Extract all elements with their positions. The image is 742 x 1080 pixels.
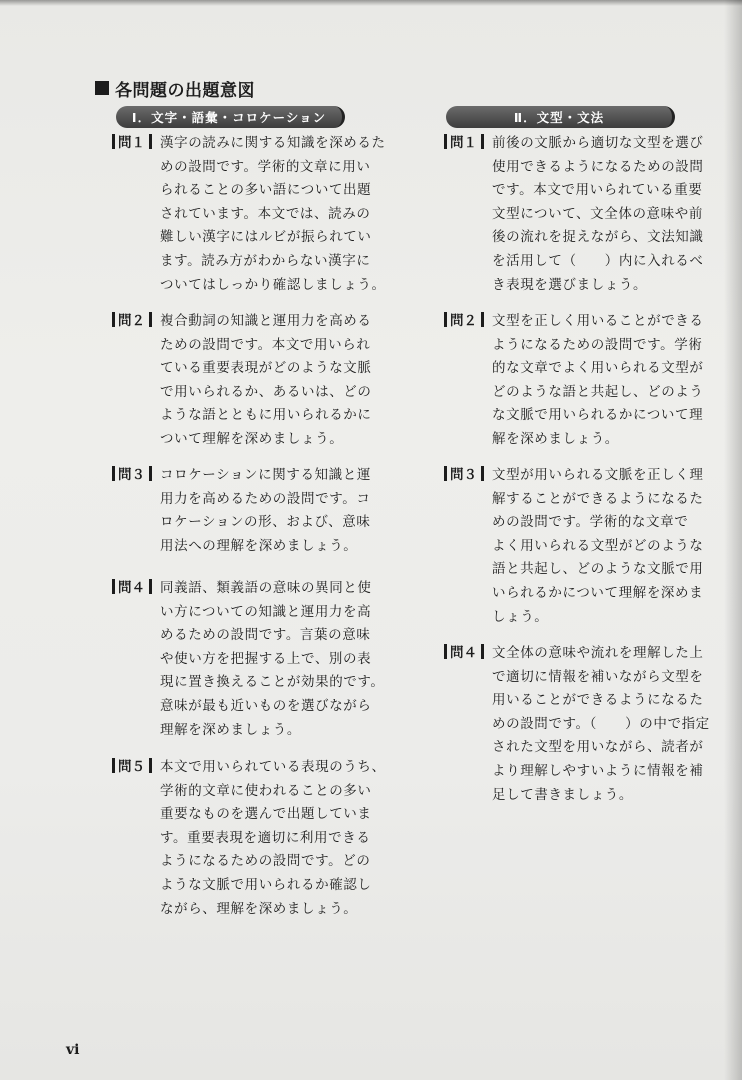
question-description [160, 577, 396, 742]
description-line: す。重要表現を適切に利用できる [160, 829, 371, 846]
description-line: で適切に情報を補いながら文型を [492, 668, 704, 685]
question-label [112, 310, 152, 334]
description-line: 文全体の意味や流れを理解した上 [492, 645, 704, 661]
description-line: されています。本文では、読みの [160, 205, 371, 222]
description-line: い方についての知識と運用力を高 [160, 603, 372, 620]
description-line: 語と共起し、どのような文脈で用 [492, 561, 704, 578]
description-line: や使い方を把握する上で、別の表 [160, 650, 372, 667]
description-line: 用力を高めるための設問です。コ [160, 490, 371, 507]
description-line: された文型を用いながら、読者が [492, 739, 704, 756]
description-line: めるための設問です。言葉の意味 [160, 627, 371, 644]
description-line: 本文で用いられている表現のうち、 [160, 759, 386, 775]
description-line: めの設問です。学術的文章に用い [160, 158, 371, 175]
description-line: より理解しやすいように情報を補 [492, 762, 704, 779]
question-label-text: 問３ [450, 467, 477, 483]
label-bar-mark [112, 312, 115, 327]
label-bar-mark [149, 758, 152, 773]
question-label-text: 問５ [118, 759, 145, 775]
description-line: 重要なものを選んで出題していま [160, 806, 372, 823]
section-heading [95, 76, 255, 100]
description-line: ます。読み方がわからない漢字に [160, 252, 371, 269]
description-line: 難しい漢字にはルビが振られてい [160, 229, 372, 246]
description-line: で用いられるか、あるいは、どの [160, 383, 372, 400]
description-line: どのような語と共起し、どのよう [492, 383, 704, 400]
description-line: ている重要表現がどのような文脈 [160, 360, 372, 377]
label-bar-mark [444, 134, 447, 149]
description-line: 意味が最も近いものを選びながら [160, 697, 372, 714]
question-label-text: 問４ [450, 645, 477, 661]
question-description [492, 642, 728, 807]
question-label [444, 642, 484, 666]
description-line: ようになるための設問です。学術 [492, 336, 703, 353]
description-line: られることの多い語について出題 [160, 182, 372, 199]
section-heading-text: 各問題の出題意図 [115, 80, 255, 101]
question-label-text: 問３ [118, 467, 145, 483]
question-label [112, 464, 152, 488]
question-label [112, 577, 152, 601]
question-label [444, 310, 484, 334]
question-label [444, 132, 484, 156]
label-bar-mark [149, 134, 152, 149]
description-line: 解を深めましょう。 [492, 430, 619, 447]
label-bar-mark [444, 312, 447, 327]
label-bar-mark [112, 466, 115, 481]
page-number: vi [66, 1042, 80, 1058]
description-line: コロケーションに関する知識と運 [160, 467, 371, 483]
question-label-text: 問１ [118, 135, 145, 151]
description-line: 文型について、文全体の意味や前 [492, 205, 703, 222]
description-line: 前後の文脈から適切な文型を選び [492, 135, 704, 151]
label-bar-mark [481, 466, 484, 481]
question-description [160, 464, 396, 558]
question-label-text: 問２ [450, 313, 477, 329]
description-line: ついて理解を深めましょう。 [160, 430, 344, 447]
question-label [112, 756, 152, 780]
question-label [112, 132, 152, 156]
description-line: いられるかについて理解を深めま [492, 584, 704, 601]
label-bar-mark [444, 466, 447, 481]
description-line: 漢字の読みに関する知識を深めるた [160, 135, 386, 151]
label-bar-mark [149, 466, 152, 481]
description-line: 文型を正しく用いることができる [492, 313, 704, 329]
question-label-text: 問１ [450, 135, 477, 151]
description-line: ながら、理解を深めましょう。 [160, 900, 358, 917]
description-line: めの設問です。（ ）の中で指定 [492, 715, 710, 732]
description-line: ような文脈で用いられるか確認し [160, 876, 372, 893]
description-line: ロケーションの形、および、意味 [160, 514, 371, 531]
description-line: 同義語、類義語の意味の異同と使 [160, 580, 372, 596]
question-label-text: 問２ [118, 313, 145, 329]
description-line: 複合動詞の知識と運用力を高める [160, 313, 372, 329]
description-line: 足して書きましょう。 [492, 786, 633, 803]
description-line: です。本文で用いられている重要 [492, 182, 703, 199]
question-label-text: 問４ [118, 580, 145, 596]
column-banner-vocabulary: Ⅰ．文字・語彙・コロケーション [116, 106, 345, 128]
description-line: ようになるための設問です。どの [160, 853, 371, 870]
description-line: 用法への理解を深めましょう。 [160, 537, 358, 554]
column-banner-grammar: Ⅱ．文型・文法 [446, 106, 675, 128]
label-bar-mark [149, 312, 152, 327]
description-line: ような語とともに用いられるかに [160, 407, 372, 424]
description-line: 解することができるようになるた [492, 490, 704, 507]
description-line: 用いることができるようになるた [492, 692, 704, 709]
description-line: 文型が用いられる文脈を正しく理 [492, 467, 704, 483]
description-line: 理解を深めましょう。 [160, 721, 301, 738]
description-line: 使用できるようになるための設問 [492, 158, 704, 175]
question-description [160, 310, 396, 452]
page-shadow-edge [0, 0, 742, 6]
description-line: な文脈で用いられるかについて理 [492, 407, 704, 424]
description-line: しょう。 [492, 608, 549, 625]
description-line: 後の流れを捉えながら、文法知識 [492, 229, 704, 246]
description-line: 現に置き換えることが効果的です。 [160, 674, 385, 691]
question-description [492, 132, 728, 297]
label-bar-mark [481, 312, 484, 327]
description-line: ための設問です。本文で用いられ [160, 336, 371, 353]
black-square-icon [95, 81, 109, 95]
question-label [444, 464, 484, 488]
label-bar-mark [149, 579, 152, 594]
question-description [160, 756, 396, 921]
label-bar-mark [481, 134, 484, 149]
description-line: き表現を選びましょう。 [492, 276, 648, 293]
description-line: めの設問です。学術的な文章で [492, 514, 689, 531]
label-bar-mark [444, 644, 447, 659]
description-line: を活用して（ ）内に入れるべ [492, 252, 704, 269]
question-description [492, 310, 728, 452]
label-bar-mark [112, 134, 115, 149]
description-line: よく用いられる文型がどのような [492, 537, 704, 554]
question-description [160, 132, 396, 297]
label-bar-mark [112, 758, 115, 773]
description-line: ついてはしっかり確認しましょう。 [160, 276, 386, 293]
label-bar-mark [112, 579, 115, 594]
description-line: 的な文章でよく用いられる文型が [492, 360, 704, 377]
question-description [492, 464, 728, 629]
label-bar-mark [481, 644, 484, 659]
description-line: 学術的文章に使われることの多い [160, 782, 372, 799]
